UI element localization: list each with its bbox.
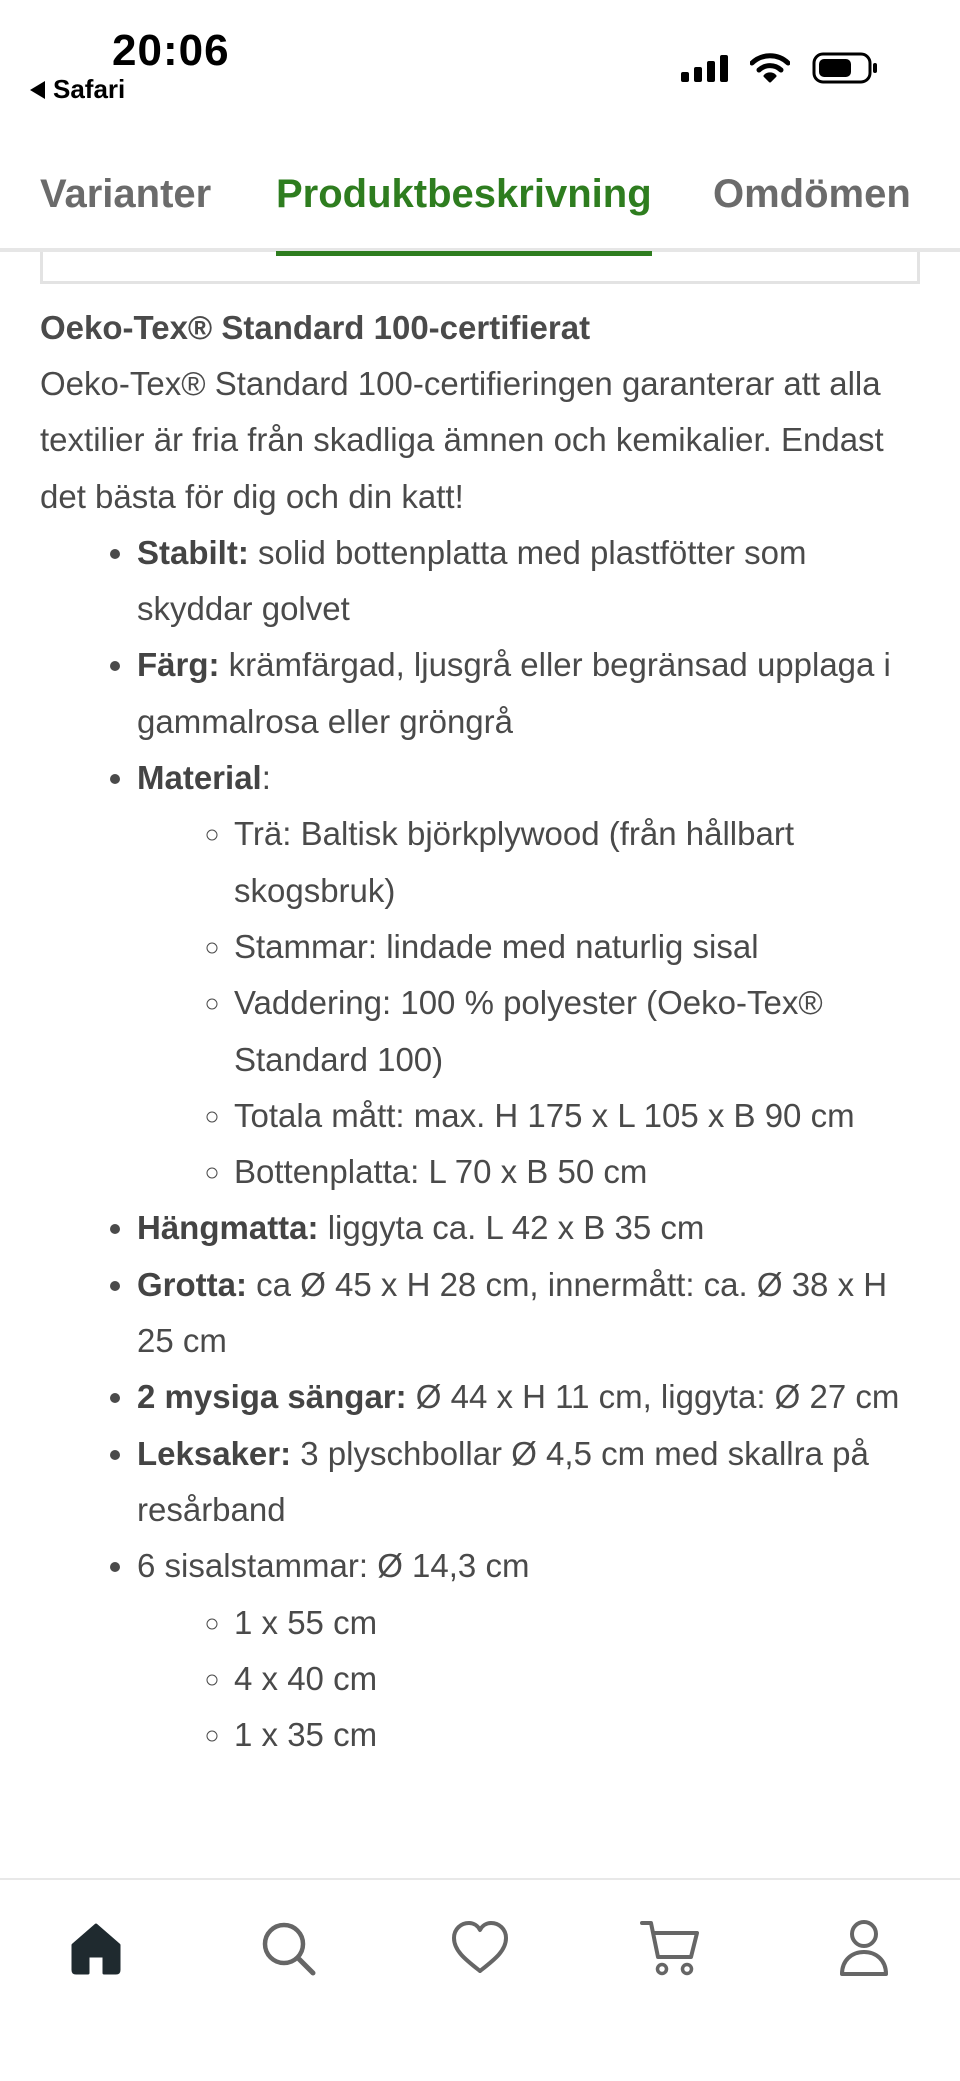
list-item: ◦ Stammar: lindade med naturlig sisal xyxy=(234,919,920,975)
nav-home[interactable] xyxy=(56,1908,136,1988)
list-item: ◦ 1 x 35 cm xyxy=(234,1707,920,1763)
list-item: ◦ Totala mått: max. H 175 x L 105 x B 90 cm xyxy=(234,1088,920,1144)
list-item: • 6 sisalstammar: Ø 14,3 cm ◦ 1 x 55 cm ◦ 4 x 40 cm ◦ 1 x 35 cm xyxy=(137,1538,920,1763)
collapsed-box-edge xyxy=(40,252,920,284)
list-item: ◦ 4 x 40 cm xyxy=(234,1651,920,1707)
list-item: • Material: ◦ Trä: Baltisk björkplywood (från hållbart skogsbruk) ◦ Stammar: lindade med naturlig sisal ◦ Vaddering: 100 % polyester (Oeko-Tex® Standard 100) ◦ Totala mått: max. H 175 x L 105 x B 90 cm ◦ Bottenplatta: L 70 x B 50 cm xyxy=(137,750,920,1200)
list-item: • Stabilt: solid bottenplatta med plastfötter som skyddar golvet xyxy=(137,525,920,638)
status-icons xyxy=(681,52,878,84)
tab-varianter[interactable]: Varianter xyxy=(40,172,212,216)
list-item: ◦ 1 x 55 cm xyxy=(234,1595,920,1651)
back-to-safari-link[interactable] xyxy=(30,74,125,105)
trunk-sublist xyxy=(137,1595,920,1764)
back-arrow-icon xyxy=(30,81,45,99)
certification-text: Oeko-Tex® Standard 100-certifieringen garanterar att alla textilier är fria från skadliga ämnen och kemikalier. Endast det bästa för dig och din katt! xyxy=(40,365,884,515)
tab-produktbeskrivning[interactable] xyxy=(276,172,652,252)
list-item: • Färg: krämfärgad, ljusgrå eller begränsad upplaga i gammalrosa eller gröngrå xyxy=(137,637,920,750)
tab-bar xyxy=(0,160,960,252)
tab-label: Produktbeskrivning xyxy=(276,172,652,216)
spec-list xyxy=(40,525,920,1764)
wifi-icon xyxy=(750,53,790,83)
nav-favorites[interactable] xyxy=(440,1908,520,1988)
nav-account[interactable] xyxy=(824,1908,904,1988)
product-description xyxy=(40,300,920,1763)
back-app-label: Safari xyxy=(53,74,126,104)
status-bar xyxy=(0,0,960,130)
list-item: • 2 mysiga sängar: Ø 44 x H 11 cm, liggyta: Ø 27 cm xyxy=(137,1369,920,1425)
certification-heading: Oeko-Tex® Standard 100-certifierat xyxy=(40,309,591,346)
list-item: ◦ Trä: Baltisk björkplywood (från hållbart skogsbruk) xyxy=(234,806,920,919)
nav-search[interactable] xyxy=(248,1908,328,1988)
list-item: • Leksaker: 3 plyschbollar Ø 4,5 cm med skallra på resårband xyxy=(137,1426,920,1539)
list-item: ◦ Vaddering: 100 % polyester (Oeko-Tex® Standard 100) xyxy=(234,975,920,1088)
clock: 20:06 xyxy=(112,26,230,75)
list-item: ◦ Bottenplatta: L 70 x B 50 cm xyxy=(234,1144,920,1200)
heart-icon xyxy=(449,1918,511,1978)
list-item: • Grotta: ca Ø 45 x H 28 cm, innermått: ca. Ø 38 x H 25 cm xyxy=(137,1257,920,1370)
bottom-nav xyxy=(0,1878,960,2081)
nav-cart[interactable] xyxy=(631,1908,711,1988)
cellular-signal-icon xyxy=(681,54,728,82)
home-icon xyxy=(66,1918,126,1978)
tab-omdomen[interactable]: Omdömen xyxy=(713,172,911,216)
battery-icon xyxy=(812,52,878,84)
search-icon xyxy=(258,1918,318,1978)
cart-icon xyxy=(639,1917,703,1979)
material-sublist xyxy=(137,806,920,1200)
account-icon xyxy=(836,1917,892,1979)
list-item: • Hängmatta: liggyta ca. L 42 x B 35 cm xyxy=(137,1200,920,1256)
